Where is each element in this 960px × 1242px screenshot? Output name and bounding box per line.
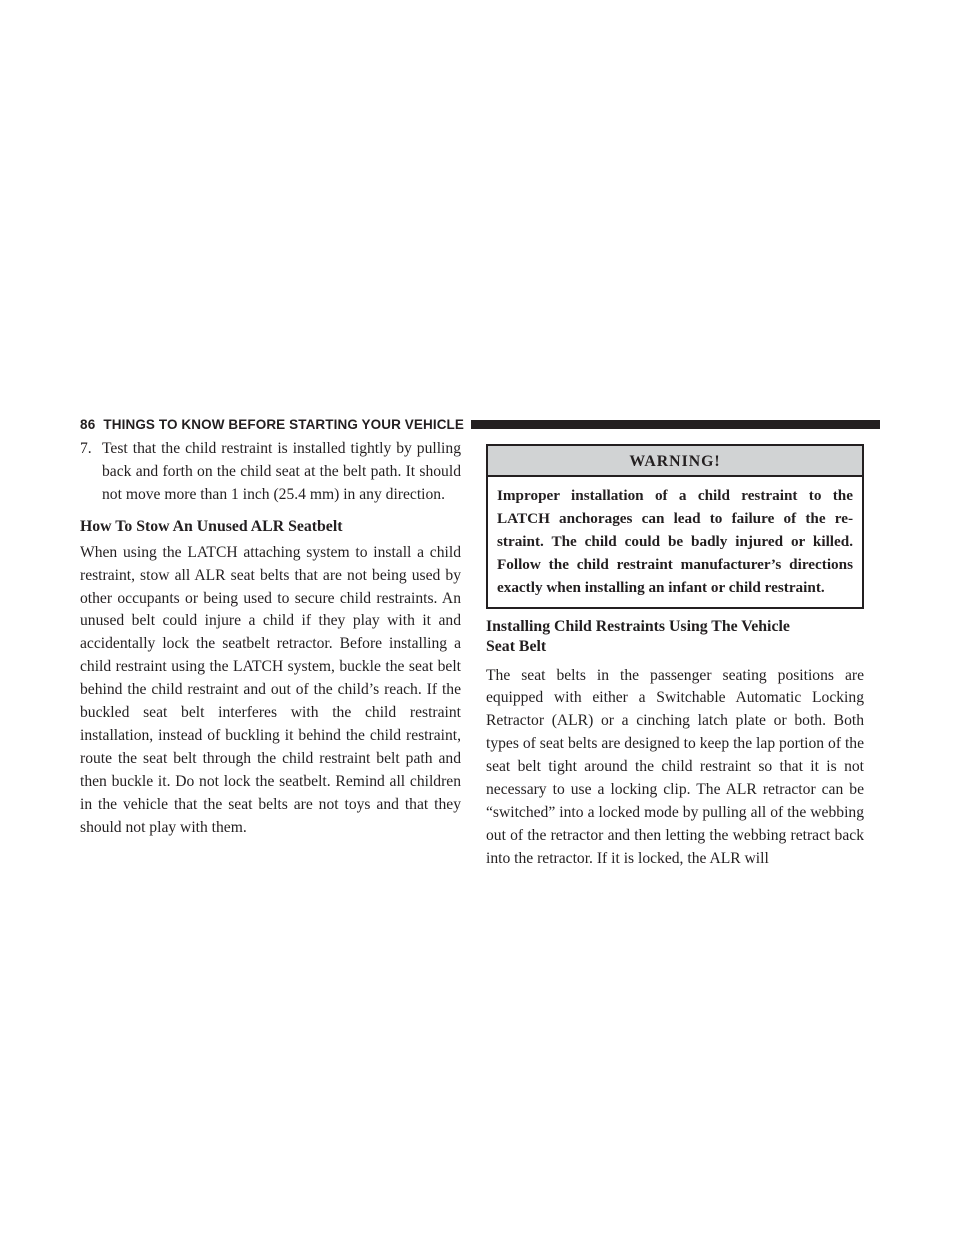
step-text: Test that the child restraint is installed tightly by pulling back and forth on the child seat at the belt path. It should not move more than 1 inch (25.4 mm) in any direction. — [102, 440, 461, 503]
step-number: 7. — [80, 440, 92, 457]
page-number: 86 — [80, 416, 96, 432]
stow-alr-heading: How To Stow An Unused ALR Seatbelt — [80, 517, 343, 535]
header-rule — [471, 420, 880, 429]
seat-belt-paragraph: The seat belts in the passenger seating positions are equipped with either a Switchable Automatic Locking Retractor (ALR) or a cinching latch plate or both. Both types of seat belts are designed to keep the lap portion of the seat belt tight around the child restraint so that it is not necessary to use a locking clip. The ALR retractor can be “switched” into a locked mode by pulling all of the webbing out of the retractor and then letting the webbing retract back into the retractor. If it is locked, the ALR will — [486, 666, 864, 867]
page-header — [80, 414, 880, 434]
right-column — [486, 438, 864, 871]
installing-child-restraints-heading — [486, 617, 864, 657]
stow-alr-paragraph: When using the LATCH attaching system to install a child restraint, stow all ALR seat belts that are not being used by other occupants or being used to secure child restraints. An unused belt could injure a child if they play with it and accidentally lock the seatbelt retractor. Before installing a child restraint using the LATCH system, buckle the seat belt behind the child restraint and out of the child’s reach. If the buckled seat belt interferes with the child restraint installation, instead of buckling it behind the child restraint, route the seat belt through the child restraint belt path and then buckle it. Do not lock the seatbelt. Remind all children in the vehicle that the seat belts are not toys and that they should not play with them. — [80, 543, 461, 836]
heading-line-1: Installing Child Restraints Using The Vehicle — [486, 617, 790, 635]
heading-line-2: Seat Belt — [486, 637, 547, 655]
left-column — [80, 438, 461, 840]
warning-box — [486, 444, 864, 609]
warning-text: Improper installation of a child restraint to the LATCH anchorages can lead to failure of the re-straint. The child could be badly injured or killed. Follow the child restraint manufacturer’s directions exactly when installing an infant or child restraint. — [497, 487, 853, 596]
list-item-step-7 — [80, 438, 461, 507]
section-title: THINGS TO KNOW BEFORE STARTING YOUR VEHICLE — [103, 416, 464, 432]
warning-title: WARNING! — [488, 446, 862, 477]
